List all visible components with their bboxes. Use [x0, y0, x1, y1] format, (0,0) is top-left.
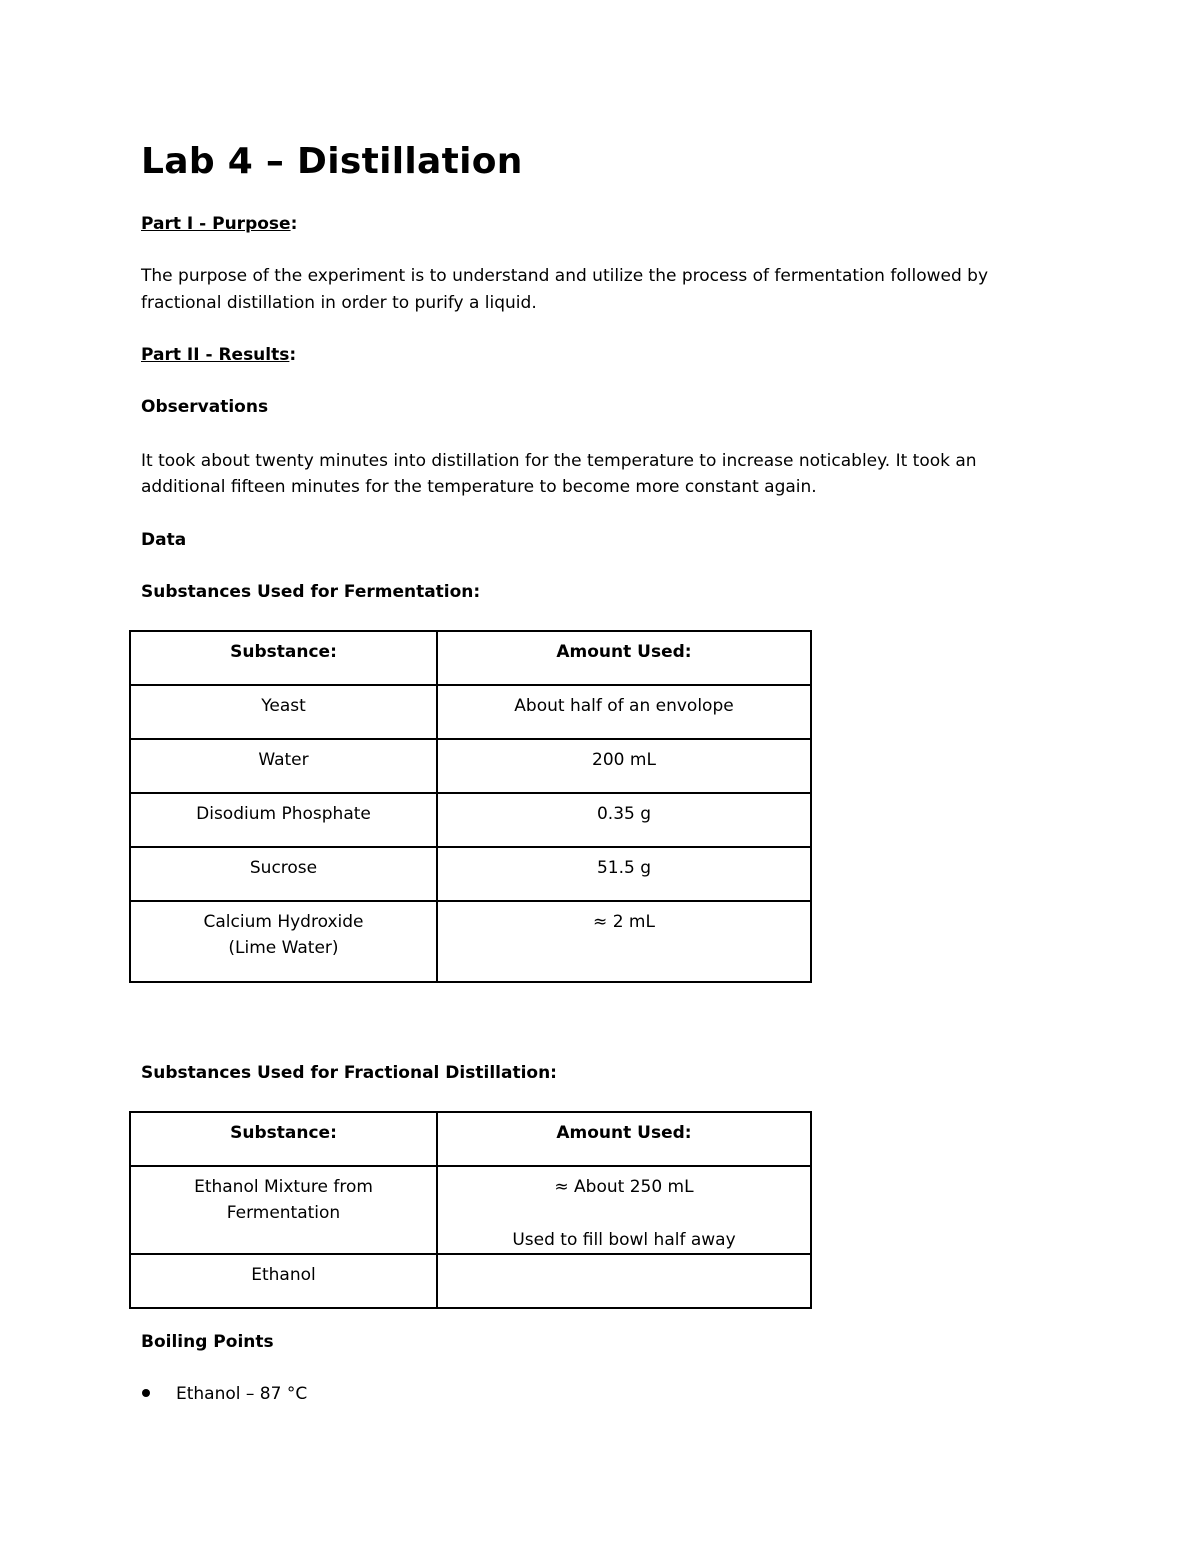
- document-title: Lab 4 – Distillation: [141, 141, 523, 182]
- part2-heading-colon: :: [289, 345, 297, 365]
- boiling-point-item: Ethanol – 87 °C: [176, 1384, 308, 1404]
- purpose-text-line-1: The purpose of the experiment is to understand and utilize the process of fermentation followed by: [141, 266, 989, 286]
- fermentation-table-heading: Substances Used for Fermentation:: [141, 582, 481, 602]
- distillation-table-heading: Substances Used for Fractional Distillation:: [141, 1063, 557, 1083]
- table-cell-substance: [130, 847, 437, 901]
- table-row: [130, 847, 811, 901]
- table-header-cell: Substance:: [130, 1112, 437, 1166]
- table-cell-substance: [130, 685, 437, 739]
- part2-heading-text: Part II - Results: [141, 345, 290, 365]
- observations-text-line-2: additional fifteen minutes for the temperature to become more constant again.: [141, 477, 817, 497]
- part1-heading-colon: :: [290, 214, 298, 234]
- table-cell-amount: [437, 847, 811, 901]
- cell-text: Disodium Phosphate: [196, 804, 371, 824]
- bullet-icon: [142, 1389, 150, 1397]
- part1-heading-text: Part I - Purpose: [141, 214, 291, 234]
- part2-heading: [141, 342, 296, 368]
- cell-text: Calcium Hydroxide: [203, 912, 364, 932]
- table-cell-amount: [437, 1254, 811, 1308]
- cell-text: 200 mL: [592, 750, 656, 770]
- table-cell-amount: [437, 685, 811, 739]
- cell-text: (Lime Water): [228, 938, 339, 958]
- cell-text: ≈ 2 mL: [593, 912, 655, 932]
- table-cell-substance: [130, 793, 437, 847]
- table-row: [130, 739, 811, 793]
- table-cell-substance: [130, 739, 437, 793]
- boiling-points-heading: Boiling Points: [141, 1332, 274, 1352]
- table-row: [130, 901, 811, 982]
- table-cell-amount: [437, 901, 811, 982]
- observations-heading: Observations: [141, 397, 269, 417]
- cell-text: ≈ About 250 mL: [554, 1177, 694, 1197]
- cell-text: 0.35 g: [596, 804, 652, 824]
- part1-heading: [141, 211, 297, 237]
- fermentation-table: [129, 630, 812, 983]
- cell-text: Ethanol: [251, 1265, 316, 1285]
- table-row: [130, 685, 811, 739]
- table-header-row: [130, 631, 811, 685]
- table-header-cell: Amount Used:: [437, 1112, 811, 1166]
- table-header-cell: Amount Used:: [437, 631, 811, 685]
- cell-text: About half of an envolope: [514, 696, 734, 716]
- table-row: [130, 1166, 811, 1254]
- table-row: [130, 1254, 811, 1308]
- cell-text: Water: [258, 750, 309, 770]
- cell-text: Fermentation: [226, 1203, 341, 1223]
- cell-spacer: [444, 1200, 804, 1227]
- purpose-text-line-2: fractional distillation in order to purify a liquid.: [141, 293, 537, 313]
- table-cell-substance: [130, 1254, 437, 1308]
- table-cell-amount: [437, 739, 811, 793]
- cell-text: Used to fill bowl half away: [512, 1230, 736, 1250]
- table-header-cell: Substance:: [130, 631, 437, 685]
- data-heading: Data: [141, 530, 187, 550]
- cell-text: 51.5 g: [596, 858, 652, 878]
- observations-text-line-1: It took about twenty minutes into distillation for the temperature to increase noticabley. It took an: [141, 451, 977, 471]
- distillation-table: [129, 1111, 812, 1309]
- table-header-row: [130, 1112, 811, 1166]
- table-cell-substance: [130, 901, 437, 982]
- cell-text: Ethanol Mixture from: [194, 1177, 373, 1197]
- cell-text: Yeast: [261, 696, 306, 716]
- cell-text: Sucrose: [249, 858, 318, 878]
- table-cell-amount: [437, 1166, 811, 1254]
- table-row: [130, 793, 811, 847]
- table-cell-amount: [437, 793, 811, 847]
- table-cell-substance: [130, 1166, 437, 1254]
